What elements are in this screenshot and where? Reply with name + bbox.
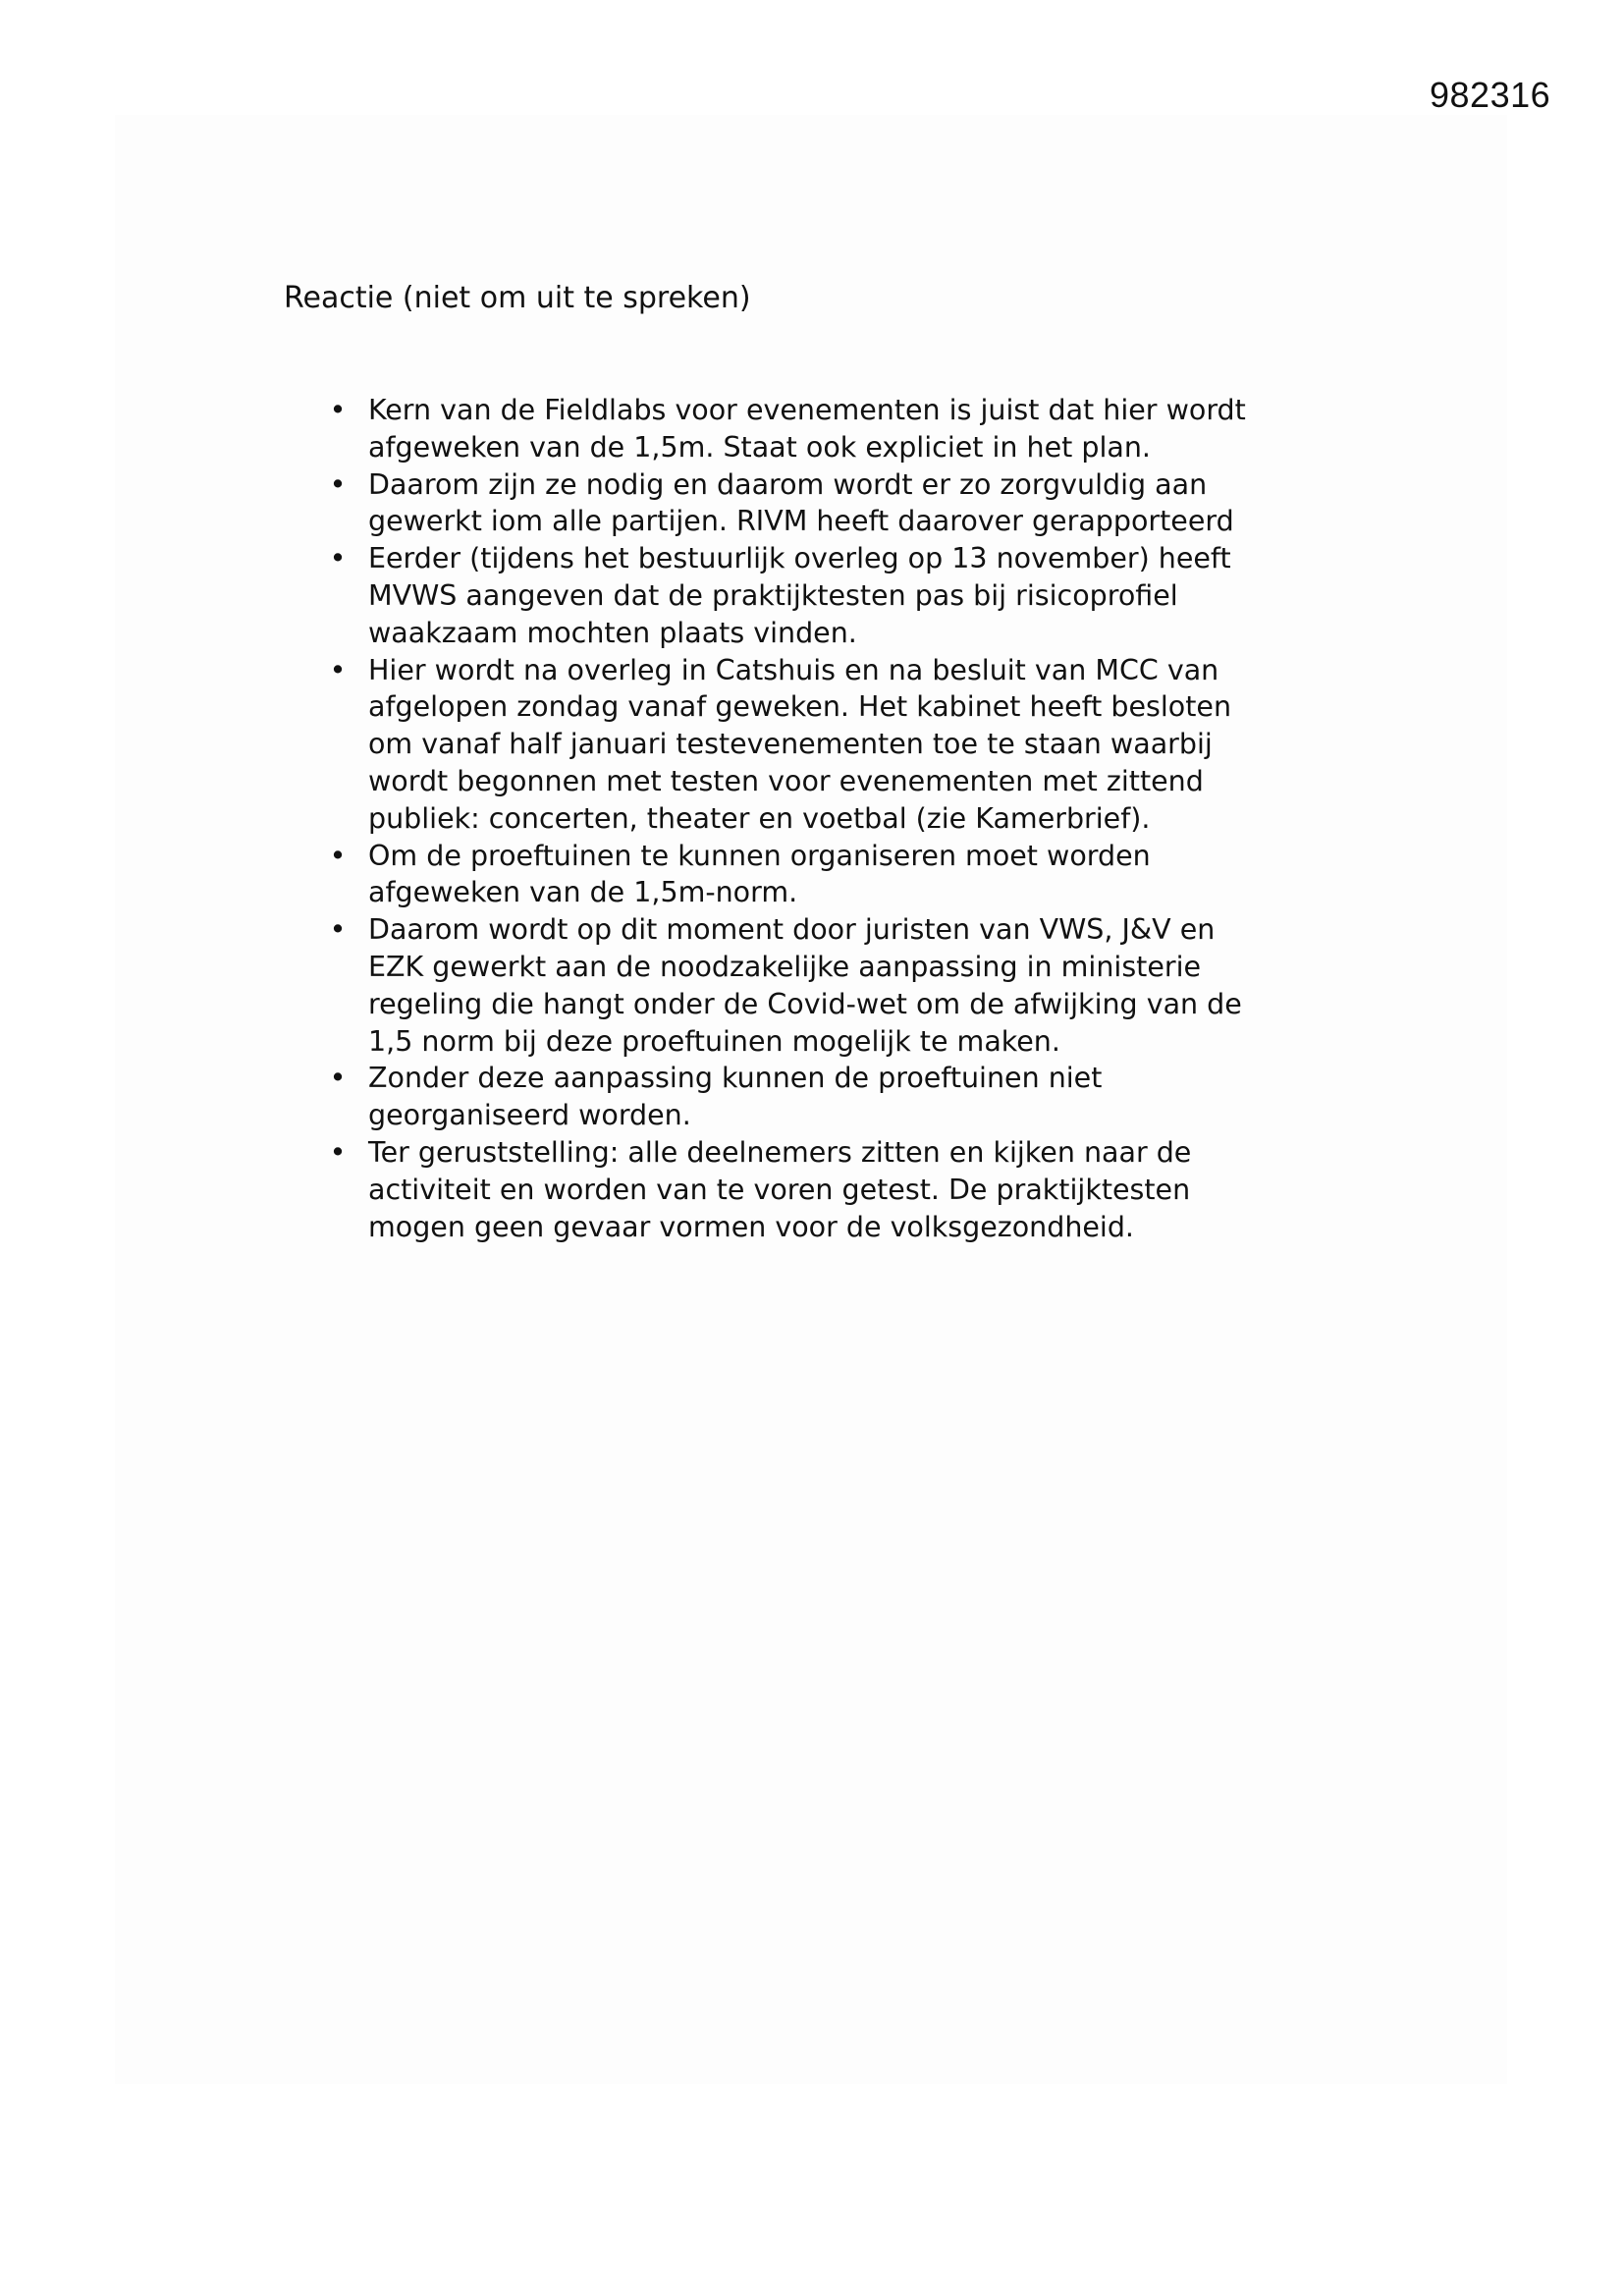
bullet-text-line: 1,5 norm bij deze proeftuinen mogelijk te maken. — [368, 1024, 1060, 1058]
bullet-icon: • — [329, 1062, 347, 1095]
bullet-item — [324, 838, 1404, 912]
bullet-text-line: Daarom zijn ze nodig en daarom wordt er zo zorgvuldig aan — [368, 467, 1208, 501]
bullet-item — [324, 392, 1404, 466]
document-number: 982316 — [1430, 75, 1551, 115]
bullet-icon: • — [329, 394, 347, 426]
bullet-text-line: Kern van de Fieldlabs voor evenementen is juist dat hier wordt — [368, 394, 1246, 426]
bullet-text-line: regeling die hangt onder de Covid-wet om de afwijking van de — [368, 987, 1242, 1020]
bullet-icon: • — [329, 1135, 347, 1169]
bullet-text-line: Ter geruststelling: alle deelnemers zitten en kijken naar de — [368, 1135, 1192, 1169]
bullet-text-line: MVWS aangeven dat de praktijktesten pas bij risicoprofiel — [368, 578, 1178, 612]
bullet-item — [324, 911, 1404, 1060]
bullet-text-line: wordt begonnen met testen voor evenementen met zittend — [368, 764, 1204, 797]
bullet-icon: • — [329, 653, 347, 686]
bullet-text-line: activiteit en worden van te voren getest. De praktijktesten — [368, 1173, 1191, 1206]
bullet-text-line: publiek: concerten, theater en voetbal (zie Kamerbrief). — [368, 801, 1151, 835]
bullet-list — [324, 392, 1404, 1245]
bullet-text-line: Daarom wordt op dit moment door juristen van VWS, J&V en — [368, 913, 1216, 947]
bullet-text-line: waakzaam mochten plaats vinden. — [368, 616, 857, 649]
bullet-icon: • — [329, 542, 347, 575]
bullet-text-line: afgeweken van de 1,5m-norm. — [368, 876, 798, 909]
bullet-text-line: afgelopen zondag vanaf geweken. Het kabinet heeft besloten — [368, 690, 1232, 724]
bullet-text-line: Eerder (tijdens het bestuurlijk overleg op 13 november) heeft — [368, 542, 1231, 575]
bullet-icon: • — [329, 913, 347, 947]
bullet-icon: • — [329, 839, 347, 872]
bullet-item — [324, 1134, 1404, 1245]
bullet-item — [324, 652, 1404, 838]
page-heading: Reactie (niet om uit te spreken) — [284, 281, 751, 315]
bullet-text-line: Om de proeftuinen te kunnen organiseren moet worden — [368, 839, 1151, 872]
bullet-text-line: EZK gewerkt aan de noodzakelijke aanpassing in ministerie — [368, 950, 1202, 983]
bullet-text-line: georganiseerd worden. — [368, 1099, 691, 1132]
bullet-text-line: afgeweken van de 1,5m. Staat ook expliciet in het plan. — [368, 430, 1151, 464]
bullet-item — [324, 1060, 1404, 1134]
bullet-item — [324, 540, 1404, 651]
bullet-text-line: Zonder deze aanpassing kunnen de proeftuinen niet — [368, 1062, 1103, 1095]
bullet-text-line: Hier wordt na overleg in Catshuis en na besluit van MCC van — [368, 653, 1219, 686]
bullet-icon: • — [329, 467, 347, 501]
bullet-text-line: gewerkt iom alle partijen. RIVM heeft daarover gerapporteerd — [368, 505, 1234, 538]
bullet-item — [324, 466, 1404, 541]
bullet-text-line: mogen geen gevaar vormen voor de volksgezondheid. — [368, 1210, 1134, 1243]
bullet-text-line: om vanaf half januari testevenementen toe te staan waarbij — [368, 728, 1213, 761]
